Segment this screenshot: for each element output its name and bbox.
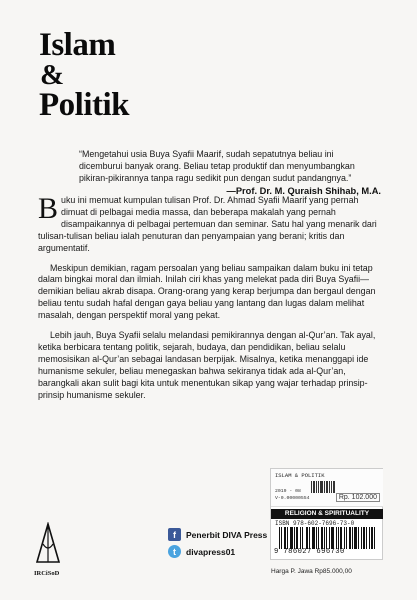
blurb-paragraph-1 (38, 192, 380, 255)
twitter-label: divapress01 (186, 546, 236, 557)
price-sticker (271, 469, 383, 507)
publisher-logo-text: IRCiSoD (34, 570, 60, 577)
sticker-code: V-0.00000554 (275, 496, 310, 501)
facebook-icon: f (168, 528, 181, 541)
retail-price: Harga P. Jawa Rp85.000,00 (271, 568, 352, 575)
sticker-barcode-icon (311, 481, 341, 493)
barcode-icon (279, 527, 375, 549)
twitter-link[interactable] (168, 545, 235, 558)
book-title-line1: Islam (39, 27, 116, 63)
isbn-text: ISBN 978-602-7696-73-0 (275, 520, 355, 527)
book-title-line3: Politik (39, 87, 130, 123)
twitter-icon: t (168, 545, 181, 558)
endorsement-quote: “Mengetahui usia Buya Syafii Maarif, sudah sepatutnya beliau ini dicemburui banyak orang. Beliau tetap produktif dan menyumbangkan pikiran-pikirannya tanpa ragu sedikit pun dengan sudut pandangnya.” (79, 149, 355, 184)
sticker-title: ISLAM & POLITIK (275, 472, 325, 479)
facebook-link[interactable] (168, 528, 267, 541)
barcode-panel (270, 468, 383, 560)
book-title-ampersand: & (40, 59, 64, 91)
blurb-paragraph-1-text: uku ini memuat kumpulan tulisan Prof. Dr. Ahmad Syafii Maarif yang pernah dimuat di pelbagai media massa, dan beberapa makalah yang pernah disampaikannya di pelbagai pertemuan dan seminar. Satu hal yang menarik dari tulisan-tulisan beliau ialah penuturan dan penyampaian yang berani; kritis dan argumentatif. (38, 195, 377, 253)
category-label: RELIGION & SPIRITUALITY (271, 509, 383, 519)
sticker-price: Rp. 102.000 (336, 493, 380, 502)
blurb-paragraph-3: Lebih jauh, Buya Syafii selalu melandasi pemikirannya dengan al-Qur’an. Tak ayal, ketika berbicara tentang politik, sejarah, budaya, dan pendidikan, beliau selalu memosisikan al-Qur’an sebagai landasan berpijak. Misalnya, ketika menanggapi ide humanisme sekuler, beliau menegaskan bahwa sekiranya tidak ada al-Qur’an, barangkali akan sulit bagi kita untuk menentukan sikap yang wajar terhadap prinsip-prinsip humanisme sekuler. (38, 330, 376, 400)
ean-number: 9 786027 696730 (274, 548, 345, 556)
facebook-label: Penerbit DIVA Press (186, 529, 268, 540)
publisher-logo-icon (35, 522, 61, 568)
drop-cap: B (38, 192, 59, 225)
sticker-date: 2019 - 08 (275, 489, 301, 494)
blurb-paragraph-2: Meskipun demikian, ragam persoalan yang beliau sampaikan dalam buku ini tetap dalam bingkai moral dan ilmiah. Inilah ciri khas yang melekat pada diri Buya Syafii—demikian beliau akrab disapa. Orang-orang yang kerap berjumpa dan bergaul dengan beliau tentu sudah hafal dengan gaya beliau yang lantang dan lugas dalam melihat masalah, dengan perspektif moral yang pekat. (38, 262, 376, 321)
endorsement-author: —Prof. Dr. M. Quraish Shihab, M.A. (226, 186, 381, 196)
blurb (38, 192, 380, 402)
